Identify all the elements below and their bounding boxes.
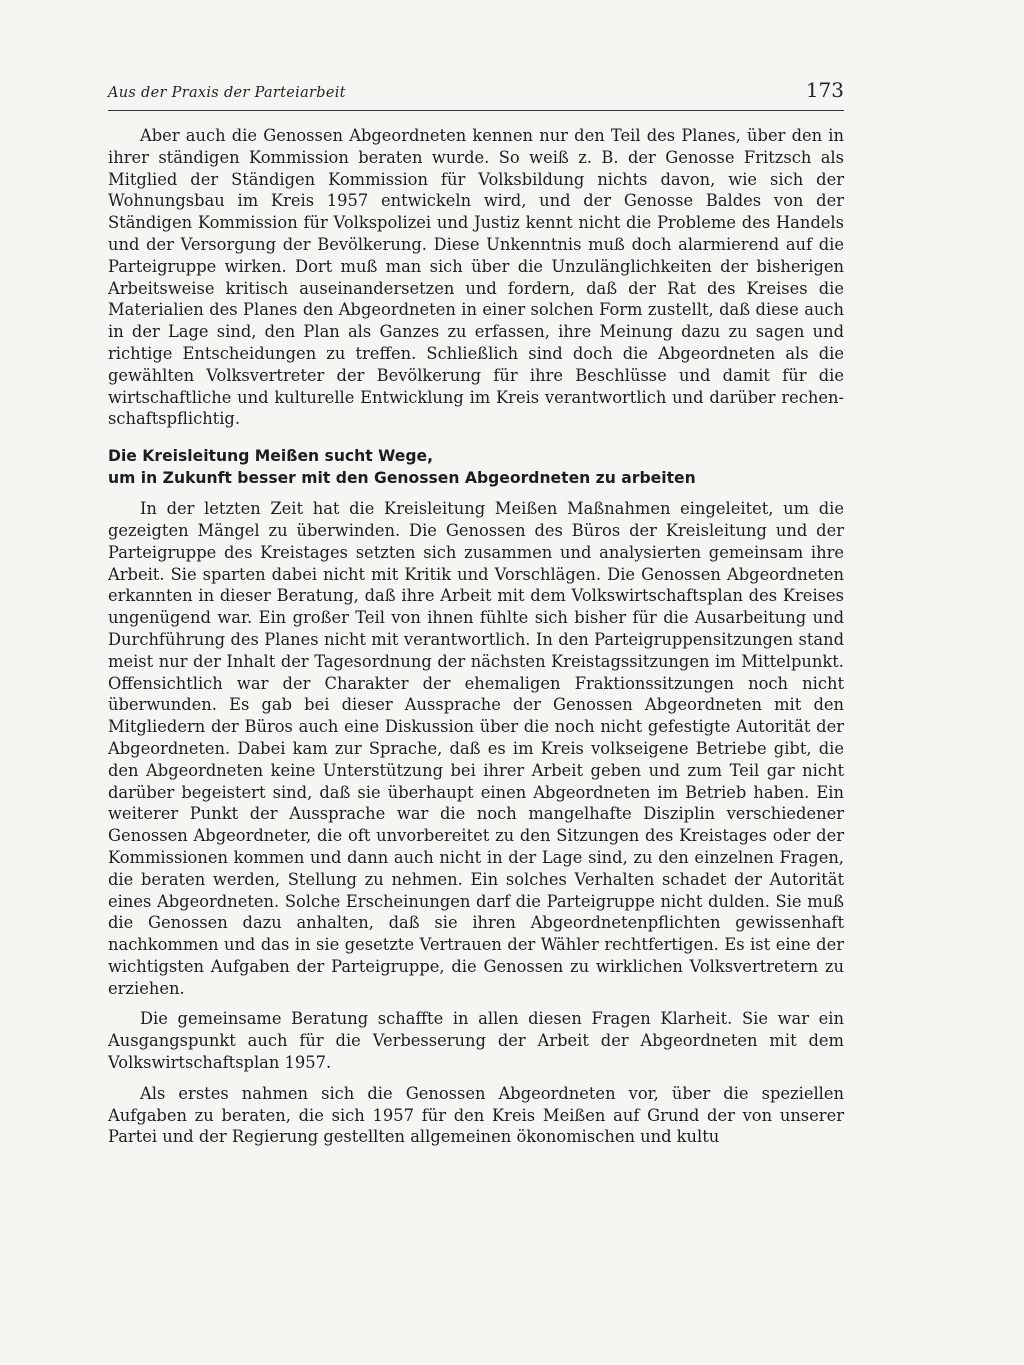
body-text (108, 125, 844, 1148)
section-heading-line: Die Kreisleitung Meißen sucht Wege, (108, 447, 434, 466)
paragraph: Die gemeinsame Beratung schaffte in allen diesen Fragen Klarheit. Sie war ein Ausgangspunkt auch für die Verbesserung der Arbeit der Abgeordneten mit dem Volkswirtschaftsplan 1957. (108, 1009, 844, 1073)
paragraph: In der letzten Zeit hat die Kreisleitung Meißen Maßnahmen eingeleitet, um die gezeigten Mängel zu überwinden. Die Genossen des Büros der Kreisleitung und der Parteigruppe des Kreistages setzten sich zusammen und analysierten gemeinsam ihre Arbeit. Sie sparten dabei nicht mit Kritik und Vorschlägen. Die Genossen Abgeordneten erkannten in dieser Beratung, daß ihre Arbeit mit dem Volkswirtschaftsplan des Kreises ungenügend war. Ein großer Teil von ihnen fühlte sich bisher für die Ausarbeitung und Durchführung des Planes nicht mit verantwortlich. In den Parteigruppensitzungen stand meist nur der Inhalt der Tagesordnung der nächsten Kreistagssitzungen im Mittelpunkt. Offensichtlich war der Charakter der ehemaligen Fraktionssitzungen noch nicht überwunden. Es gab bei dieser Aussprache der Genossen Abgeordneten mit den Mitgliedern der Büros auch eine Diskussion über die noch nicht gefestigte Autorität der Abgeordneten. Dabei kam zur Sprache, daß es im Kreis volkseigene Betriebe gibt, die den Abgeordneten keine Unterstützung bei ihrer Arbeit geben und zum Teil gar nicht darüber begeistert sind, daß sie überhaupt einen Abgeordneten im Betrieb haben. Ein weiterer Punkt der Aussprache war die noch mangelhafte Disziplin verschiedener Genossen Abgeordneter, die oft unvorbereitet zu den Sitzungen des Kreistages oder der Kommissionen kommen und dann auch nicht in der Lage sind, zu den einzelnen Fragen, die beraten werden, Stellung zu nehmen. Ein solches Verhalten schadet der Autorität eines Abgeordneten. Solche Erscheinungen darf die Parteigruppe nicht dulden. Sie muß die Genossen dazu anhalten, daß sie ihren Abgeordnetenpflichten gewissenhaft nachkommen und das in sie gesetzte Vertrauen der Wähler rechtfertigen. Es ist eine der wichtigsten Aufgaben der Parteigruppe, die Genossen zu wirklichen Volksvertretern zu erziehen. (108, 499, 844, 998)
header-rule (108, 110, 844, 111)
section-heading (108, 446, 844, 489)
paragraph: Als erstes nahmen sich die Genossen Abgeordneten vor, über die speziellen Aufgaben zu beraten, die sich 1957 für den Kreis Meißen auf Grund der von unserer Partei und der Regierung gestellten allgemeinen ökonomischen und kultu (108, 1083, 844, 1147)
running-title: Aus der Praxis der Parteiarbeit (108, 85, 346, 101)
section-heading-line: um in Zukunft besser mit den Genossen Abgeordneten zu arbeiten (108, 468, 696, 487)
page-number: 173 (805, 78, 844, 102)
paragraph: Aber auch die Genossen Abgeordneten kennen nur den Teil des Planes, über den in ihrer ständigen Kommission beraten wurde. So weiß z. B. der Genosse Fritzsch als Mitglied der Ständigen Kommission für Volksbildung nichts davon, wie sich der Wohnungsbau im Kreis 1957 entwickeln wird, und der Genosse Baldes von der Ständigen Kommission für Volkspolizei und Justiz kennt nicht die Probleme des Handels und der Versorgung der Bevölkerung. Diese Unkenntnis muß doch alarmierend auf die Parteigruppe wirken. Dort muß man sich über die Unzulänglichkeiten der bisherigen Arbeitsweise kritisch auseinandersetzen und fordern, daß der Rat des Kreises die Materialien des Planes den Abgeordneten in einer solchen Form zustellt, daß diese auch in der Lage sind, den Plan als Ganzes zu erfassen, ihre Meinung dazu zu sagen und richtige Entscheidungen zu treffen. Schließlich sind doch die Abgeordneten als die gewählten Volksvertreter der Bevölkerung für ihre Beschlüsse und damit für die wirtschaftliche und kulturelle Entwicklung im Kreis verantwortlich und darüber rechenschaftspflichtig. (108, 126, 844, 429)
running-header (108, 76, 844, 108)
